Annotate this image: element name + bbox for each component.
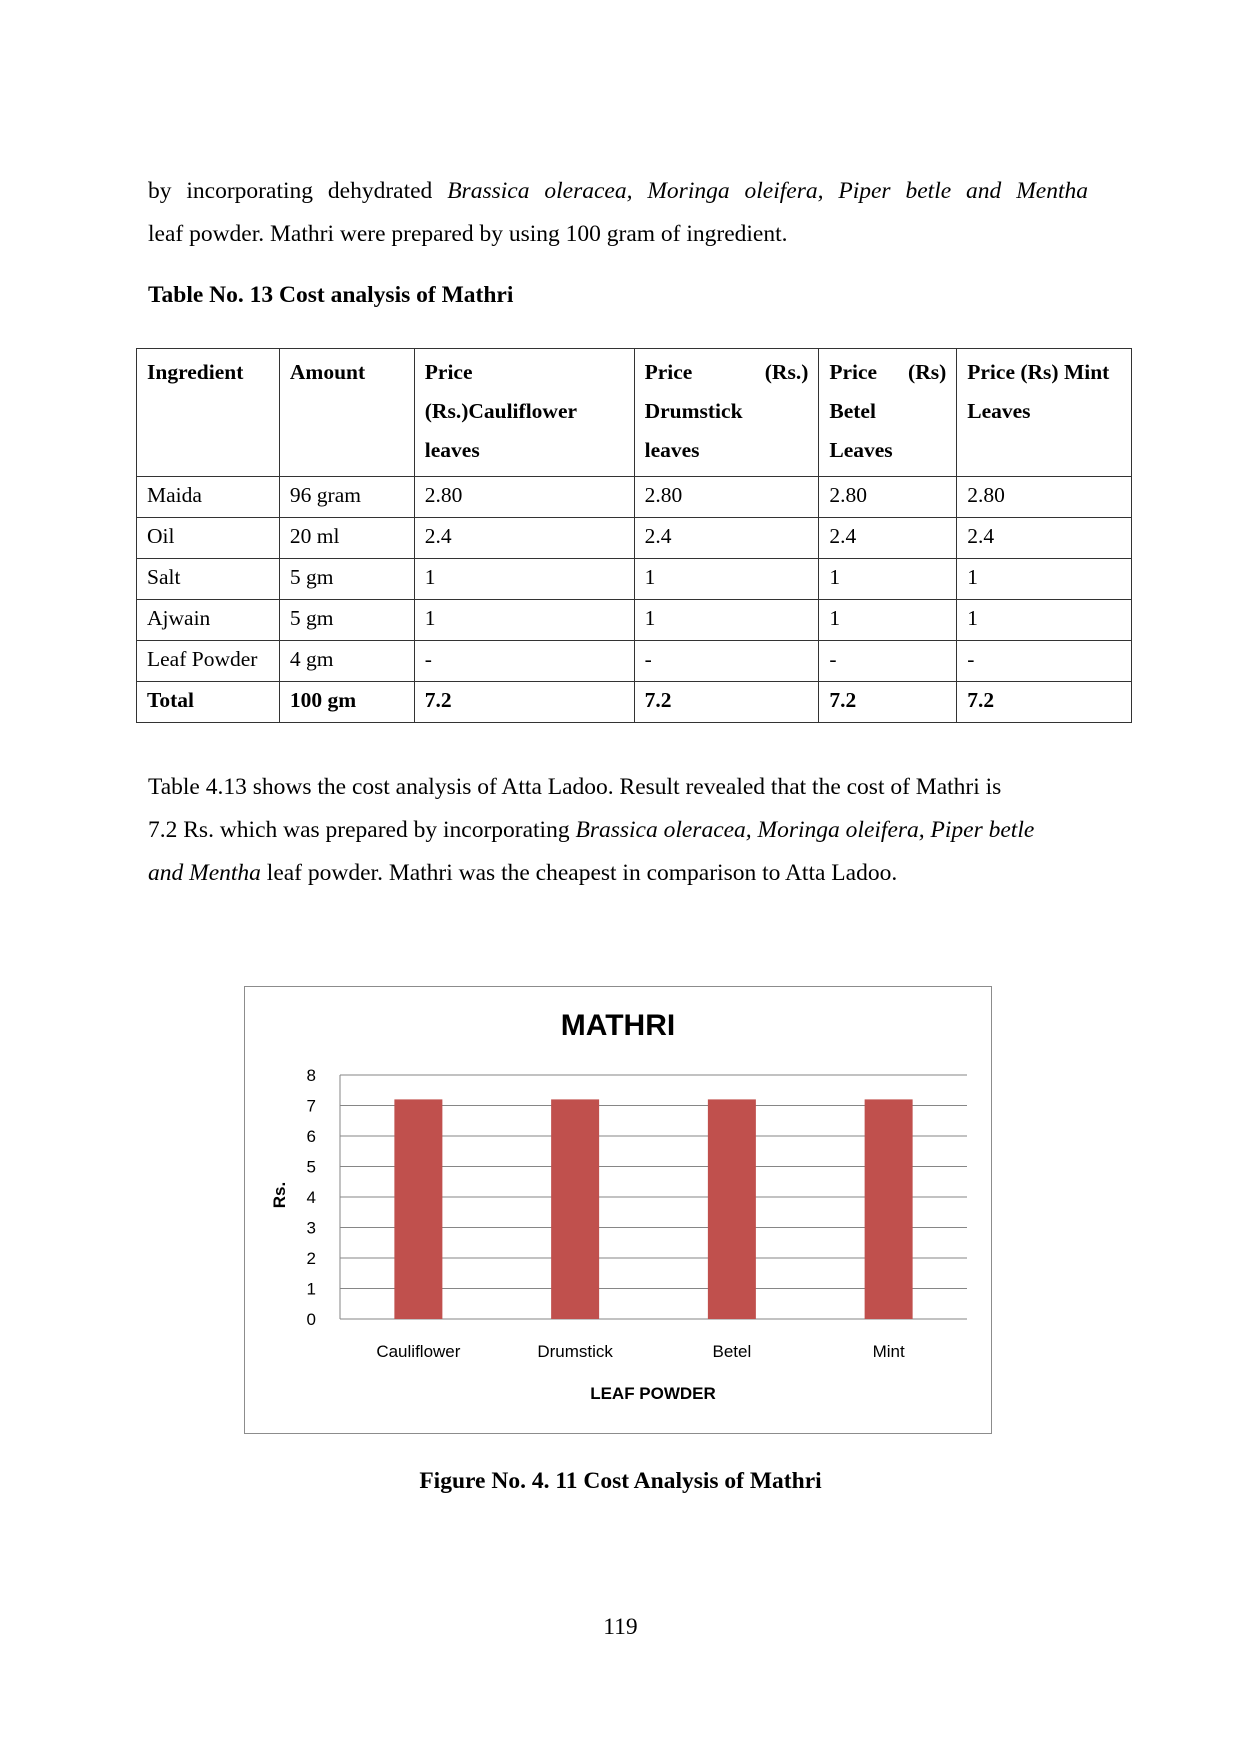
chart-frame	[244, 986, 992, 1434]
y-axis-label: Rs.	[270, 1181, 289, 1209]
header-text: Leaves	[967, 399, 1031, 423]
header-price-mint	[957, 349, 1132, 477]
analysis-line-2	[148, 809, 1088, 852]
cell-ingredient: Leaf Powder	[137, 641, 280, 682]
cell-cauliflower: 2.80	[414, 477, 634, 518]
bar-betel	[708, 1099, 756, 1319]
x-axis-ticks	[376, 1342, 905, 1361]
bar-drumstick	[551, 1099, 599, 1319]
cell-cauliflower: 1	[414, 600, 634, 641]
header-text: Price	[829, 360, 878, 384]
cell-amount: 5 gm	[279, 600, 414, 641]
x-tick-label: Mint	[872, 1342, 905, 1361]
x-tick-label: Cauliflower	[376, 1342, 461, 1361]
header-text: Price (Rs) Mint	[967, 360, 1110, 384]
cell-ingredient: Salt	[137, 559, 280, 600]
chart-title: MATHRI	[560, 1009, 676, 1042]
header-price-cauliflower	[414, 349, 634, 477]
bar-mint	[865, 1099, 913, 1319]
cell-mint: -	[957, 641, 1132, 682]
header-price-drumstick	[634, 349, 819, 477]
intro-species-names: Brassica oleracea, Moringa oleifera, Piper betle and Mentha	[447, 178, 1088, 204]
cell-drumstick: 2.4	[634, 518, 819, 559]
cell-drumstick: 1	[634, 559, 819, 600]
intro-paragraph	[148, 170, 1088, 256]
analysis-paragraph	[148, 766, 1088, 895]
bar-chart	[245, 987, 991, 1433]
header-text: Price	[644, 360, 693, 384]
cell-mint: 2.4	[957, 518, 1132, 559]
cell-betel: 1	[819, 559, 957, 600]
intro-text: by incorporating dehydrated	[148, 178, 448, 204]
cell-cauliflower: 1	[414, 559, 634, 600]
x-axis-label: LEAF POWDER	[590, 1384, 716, 1403]
header-price-betel	[819, 349, 957, 477]
table-row	[137, 641, 1132, 682]
header-text: (Rs)	[908, 360, 947, 384]
y-tick-label: 5	[306, 1157, 316, 1177]
header-text: leaves	[424, 438, 480, 462]
y-tick-label: 7	[306, 1096, 316, 1116]
y-tick-label: 1	[306, 1279, 316, 1299]
analysis-species-names: Brassica oleracea, Moringa oleifera, Piper betle	[575, 817, 1035, 843]
cell-cauliflower: -	[414, 641, 634, 682]
x-tick-label: Drumstick	[537, 1342, 613, 1361]
cell-betel: 2.4	[819, 518, 957, 559]
intro-line-2: leaf powder. Mathri were prepared by using 100 gram of ingredient.	[148, 221, 788, 247]
header-ingredient: Ingredient	[137, 349, 280, 477]
y-axis-ticks	[307, 1066, 316, 1329]
cell-drumstick: 1	[634, 600, 819, 641]
cell-amount: 4 gm	[279, 641, 414, 682]
table-row	[137, 477, 1132, 518]
header-text	[829, 353, 946, 392]
cell-amount: 20 ml	[279, 518, 414, 559]
header-text: (Rs.)Cauliflower	[424, 399, 578, 423]
cell-amount: 96 gram	[279, 477, 414, 518]
header-amount: Amount	[279, 349, 414, 477]
cell-amount: 100 gm	[279, 682, 414, 723]
cell-drumstick: 7.2	[634, 682, 819, 723]
y-tick-label: 8	[306, 1066, 316, 1085]
cell-mint: 1	[957, 559, 1132, 600]
analysis-line-1: Table 4.13 shows the cost analysis of Atta Ladoo. Result revealed that the cost of Mathri is	[148, 774, 1002, 800]
cell-betel: 1	[819, 600, 957, 641]
header-text: Drumstick	[644, 399, 743, 423]
y-tick-label: 3	[306, 1218, 316, 1238]
cell-ingredient: Total	[137, 682, 280, 723]
cell-mint: 7.2	[957, 682, 1132, 723]
cell-betel: 7.2	[819, 682, 957, 723]
table-row	[137, 559, 1132, 600]
table-caption: Table No. 13 Cost analysis of Mathri	[148, 282, 514, 308]
chart-bars	[394, 1099, 912, 1319]
x-tick-label: Betel	[712, 1342, 752, 1361]
cost-table	[136, 348, 1132, 723]
header-text	[645, 353, 809, 392]
table-row	[137, 600, 1132, 641]
page-number: 119	[603, 1614, 638, 1640]
cell-ingredient: Oil	[137, 518, 280, 559]
header-text: Betel	[829, 399, 876, 423]
cell-ingredient: Maida	[137, 477, 280, 518]
figure-caption: Figure No. 4. 11 Cost Analysis of Mathri	[419, 1468, 822, 1494]
cell-ingredient: Ajwain	[137, 600, 280, 641]
intro-line-1	[148, 170, 1088, 213]
header-text: Price	[424, 360, 473, 384]
cell-cauliflower: 2.4	[414, 518, 634, 559]
cell-drumstick: 2.80	[634, 477, 819, 518]
table-row	[137, 518, 1132, 559]
cell-mint: 1	[957, 600, 1132, 641]
y-tick-label: 0	[306, 1310, 316, 1329]
analysis-text: leaf powder. Mathri was the cheapest in comparison to Atta Ladoo.	[260, 860, 898, 886]
table-total-row	[137, 682, 1132, 723]
header-text: leaves	[644, 438, 700, 462]
cell-betel: -	[819, 641, 957, 682]
analysis-line-3	[148, 852, 1088, 895]
cell-cauliflower: 7.2	[414, 682, 634, 723]
y-tick-label: 2	[306, 1249, 316, 1268]
cell-amount: 5 gm	[279, 559, 414, 600]
bar-cauliflower	[394, 1099, 442, 1319]
cell-betel: 2.80	[819, 477, 957, 518]
header-text: (Rs.)	[764, 360, 809, 384]
y-tick-label: 6	[306, 1127, 316, 1146]
y-tick-label: 4	[306, 1188, 316, 1207]
header-text: Leaves	[829, 438, 893, 462]
cell-drumstick: -	[634, 641, 819, 682]
table-header-row	[137, 349, 1132, 477]
analysis-species-names: and Mentha	[148, 860, 261, 886]
analysis-text: 7.2 Rs. which was prepared by incorporating	[148, 817, 576, 843]
cell-mint: 2.80	[957, 477, 1132, 518]
